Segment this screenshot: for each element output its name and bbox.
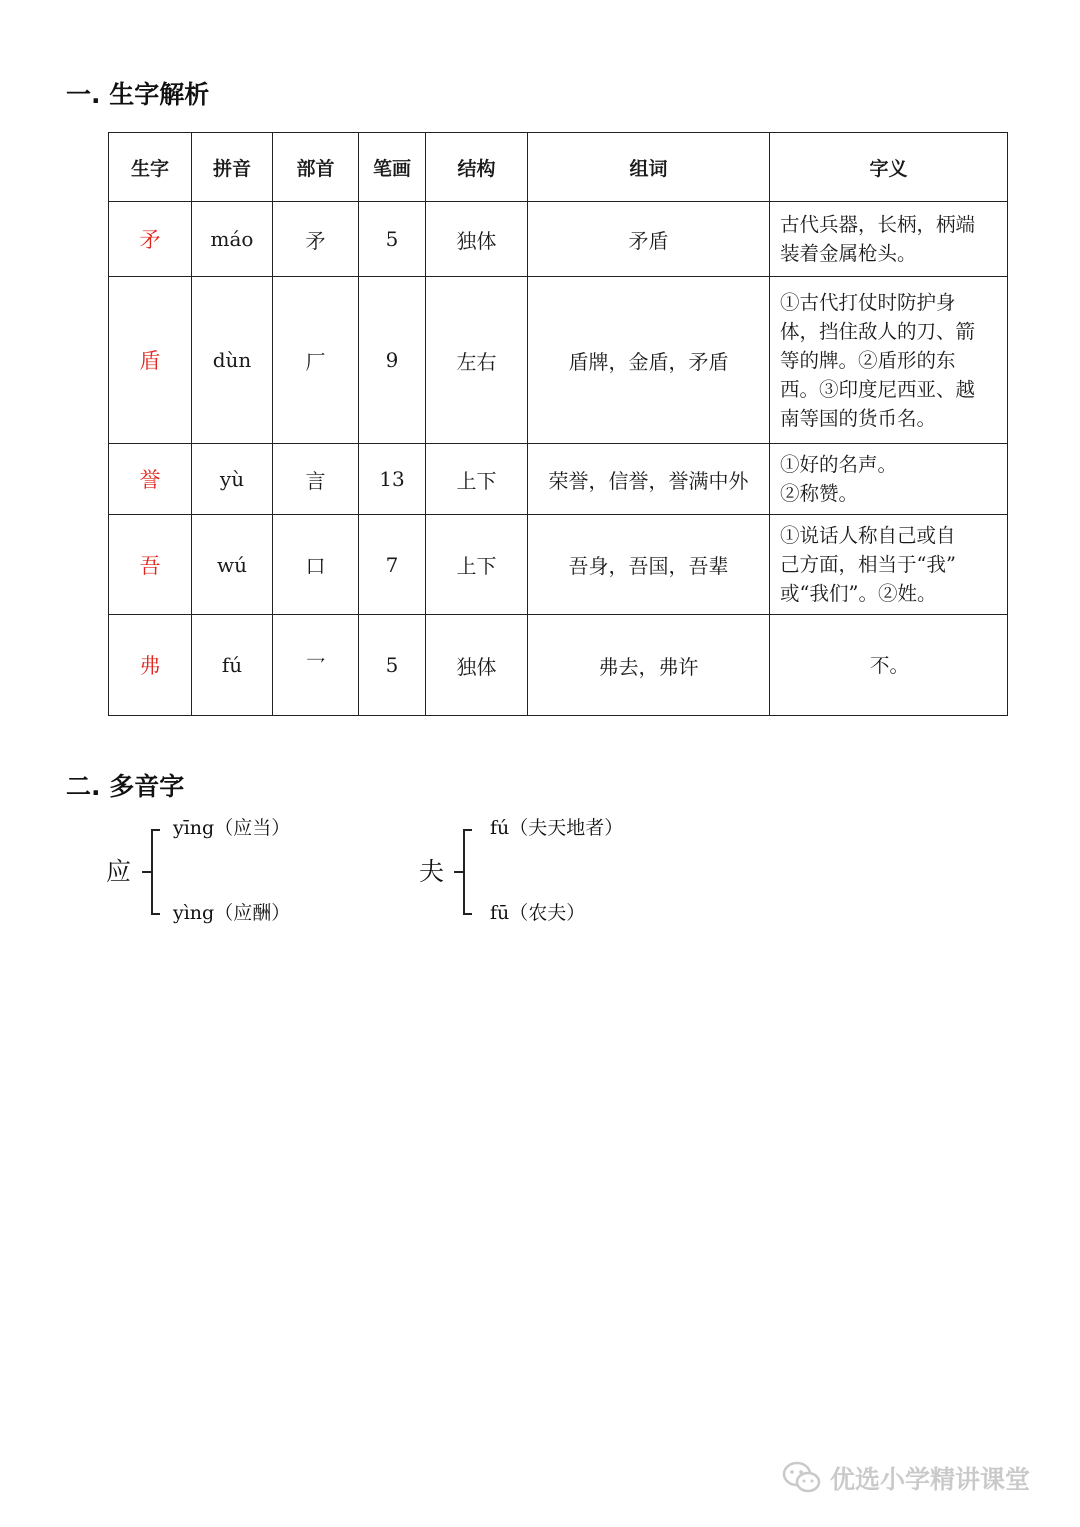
cell-pinyin: yù — [192, 444, 273, 515]
cell-structure: 上下 — [426, 444, 528, 515]
cell-structure: 独体 — [426, 615, 528, 716]
polyphonic-reading: fú（夫天地者） — [490, 817, 624, 839]
meaning-line: ②称赞。 — [780, 482, 859, 505]
cell-structure: 上下 — [426, 515, 528, 615]
cell-meaning — [770, 277, 1008, 444]
meaning-line: 古代兵器，长柄，柄端 — [780, 213, 976, 236]
cell-words: 盾牌，金盾，矛盾 — [528, 277, 770, 444]
watermark-text: 优选小学精讲课堂 — [830, 1465, 1031, 1494]
character-table — [108, 132, 1008, 716]
cell-strokes: 5 — [359, 202, 426, 277]
cell-strokes: 5 — [359, 615, 426, 716]
polyphonic-character: 夫 — [419, 857, 445, 886]
table-header-row — [109, 133, 1008, 202]
cell-pinyin: wú — [192, 515, 273, 615]
cell-radical: 乛 — [273, 615, 359, 716]
cell-radical: 言 — [273, 444, 359, 515]
cell-words: 吾身，吾国，吾辈 — [528, 515, 770, 615]
cell-radical: 厂 — [273, 277, 359, 444]
meaning-line: ①古代打仗时防护身 — [780, 290, 956, 314]
cell-pinyin: dùn — [192, 277, 273, 444]
meaning-line: 或“我们”。②姓。 — [780, 582, 937, 605]
brace-icon — [140, 828, 164, 920]
header-character: 生字 — [109, 133, 192, 202]
cell-structure: 左右 — [426, 277, 528, 444]
header-radical: 部首 — [273, 133, 359, 202]
table-row — [109, 277, 1008, 444]
cell-radical: 口 — [273, 515, 359, 615]
cell-pinyin: máo — [192, 202, 273, 277]
meaning-line: 西。③印度尼西亚、越 — [780, 377, 976, 401]
brace-icon — [452, 828, 476, 920]
polyphonic-character: 应 — [106, 857, 132, 886]
cell-structure: 独体 — [426, 202, 528, 277]
cell-character: 矛 — [109, 202, 192, 277]
header-structure: 结构 — [426, 133, 528, 202]
table-row — [109, 615, 1008, 716]
meaning-line: 己方面，相当于“我” — [780, 553, 956, 576]
cell-meaning — [770, 444, 1008, 515]
meaning-line: 体，挡住敌人的刀、箭 — [780, 319, 976, 343]
header-strokes: 笔画 — [359, 133, 426, 202]
section-title-new-characters: 一. 生字解析 — [66, 80, 210, 109]
cell-words: 矛盾 — [528, 202, 770, 277]
cell-meaning — [770, 515, 1008, 615]
table-row — [109, 202, 1008, 277]
watermark — [782, 1460, 1030, 1496]
cell-radical: 矛 — [273, 202, 359, 277]
cell-strokes: 7 — [359, 515, 426, 615]
cell-strokes: 9 — [359, 277, 426, 444]
cell-words: 弗去，弗许 — [528, 615, 770, 716]
table-row — [109, 515, 1008, 615]
cell-meaning — [770, 615, 1008, 716]
header-meaning: 字义 — [770, 133, 1008, 202]
meaning-line: ①说话人称自己或自 — [780, 524, 956, 547]
cell-character: 盾 — [109, 277, 192, 444]
meaning-line: 不。 — [869, 653, 909, 677]
meaning-line: 等的牌。②盾形的东 — [780, 348, 956, 372]
cell-character: 弗 — [109, 615, 192, 716]
meaning-line: ①好的名声。 — [780, 453, 898, 476]
meaning-line: 南等国的货币名。 — [780, 406, 937, 430]
cell-strokes: 13 — [359, 444, 426, 515]
header-pinyin: 拼音 — [192, 133, 273, 202]
cell-character: 吾 — [109, 515, 192, 615]
cell-words: 荣誉，信誉，誉满中外 — [528, 444, 770, 515]
cell-pinyin: fú — [192, 615, 273, 716]
meaning-line: 装着金属枪头。 — [780, 242, 917, 265]
table-row — [109, 444, 1008, 515]
polyphonic-reading: yìng（应酬） — [173, 902, 291, 924]
section-title-polyphonic: 二. 多音字 — [66, 772, 185, 801]
wechat-icon — [782, 1461, 822, 1495]
cell-meaning — [770, 202, 1008, 277]
header-words: 组词 — [528, 133, 770, 202]
polyphonic-reading: fū（农夫） — [490, 902, 586, 924]
cell-character: 誉 — [109, 444, 192, 515]
polyphonic-reading: yīng（应当） — [173, 817, 291, 839]
